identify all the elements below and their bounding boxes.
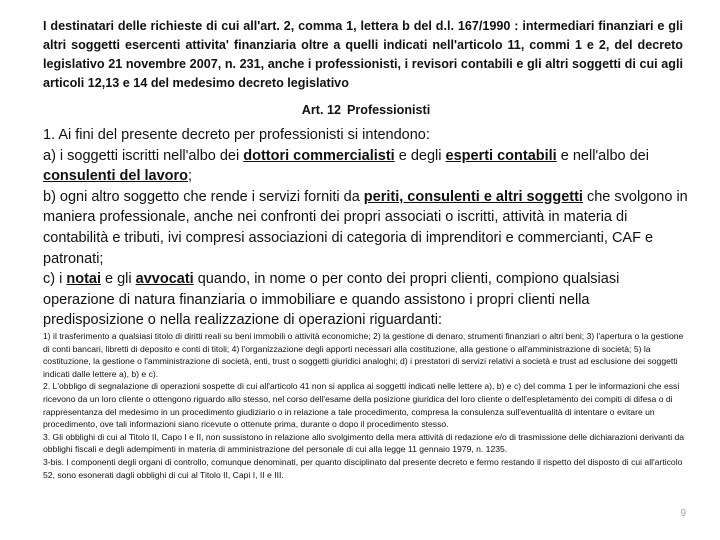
link-esperti-contabili[interactable]: esperti contabili xyxy=(445,147,557,164)
article-body xyxy=(43,125,689,331)
article-number: Art. 12 xyxy=(301,103,341,117)
link-periti-consulenti[interactable]: periti, consulenti e altri soggetti xyxy=(363,188,583,205)
text-a2: e degli xyxy=(394,147,446,164)
link-consulenti-del-lavoro[interactable]: consulenti del lavoro xyxy=(43,168,189,185)
article-heading xyxy=(0,103,720,117)
paragraph-a xyxy=(43,146,689,187)
text-a4: ; xyxy=(188,168,193,185)
footnote-3bis: 3-bis. I componenti degli organi di controllo, comunque denominati, per quanto disciplinato dal presente decreto e fermo restando il rispetto del disposto di cui all'articolo 52, sono esonerati dagli obblighi di cui al Titolo II, Capi I, II e III. xyxy=(43,456,683,480)
text-b1: b) ogni altro soggetto che rende i servizi forniti da xyxy=(43,188,364,205)
text-c2: e gli xyxy=(101,271,136,288)
text-b2: che svolgono in maniera professionale, anche nei confronti dei propri associati o iscritti, attività in materia di contabilità e tributi, ivi compresi associazioni di categoria di imprenditori e commercianti, CAF e patronati; xyxy=(43,188,688,267)
footnote-2: 2. L'obbligo di segnalazione di operazioni sospette di cui all'articolo 41 non si applica ai soggetti indicati nelle lettere a), b) e c) del comma 1 per le informazioni che essi ricevono da un loro cliente o ottengono riguardo allo stesso, nel corso dell'esame della posizione giuridica del loro cliente o dell'espletamento dei compiti di difesa o di rappresentanza del medesimo in un procedimento giudiziario o in relazione a tale procedimento, compresa la consulenza sull'eventualità di intentare o evitare un procedimento, ove tali informazioni siano ricevute o ottenute prima, durante o dopo il procedimento stesso. xyxy=(43,381,680,430)
footnotes xyxy=(43,330,691,481)
paragraph-1: 1. Ai fini del presente decreto per professionisti si intendono: xyxy=(43,127,430,143)
article-title: Professionisti xyxy=(346,103,431,117)
paragraph-b xyxy=(43,187,689,269)
paragraph-c xyxy=(43,269,689,331)
text-c1: c) i xyxy=(43,271,67,288)
intro-paragraph: I destinatari delle richieste di cui all'art. 2, comma 1, lettera b del d.l. 167/1990 : intermediari finanziari e gli altri soggetti esercenti attivita' finanziaria oltre a quelli indicati nell'articolo 11, commi 1 e 2, del decreto legislativo 21 novembre 2007, n. 231, anche i professionisti, i revisori contabili e gli altri soggetti di cui agli articoli 12,13 e 14 del medesimo decreto legislativo xyxy=(43,19,683,90)
link-dottori-commercialisti[interactable]: dottori commercialisti xyxy=(243,147,395,164)
footnote-1: 1) il trasferimento a qualsiasi titolo di diritti reali su beni immobili o attività economiche; 2) la gestione di denaro, strumenti finanziari o altri beni; 3) l'apertura o la gestione di conti bancari, libretti di deposito e conti di titoli; 4) l'organizzazione degli apporti necessari alla costituzione, alla gestione o all'amministrazione di società; 5) la costituzione, la gestione o l'amministrazione di società, enti, trust o soggetti giuridici analoghi; d) i prestatori di servizi relativi a società e trust ad esclusione dei soggetti indicati dalle lettere a), b) e c). xyxy=(43,331,684,379)
page-number: 9 xyxy=(680,508,686,519)
footnote-3: 3. Gli obblighi di cui al Titolo II, Capo I e II, non sussistono in relazione allo svolgimento della mera attività di redazione e/o di trasmissione delle dichiarazioni derivanti da obblighi fiscali e degli adempimenti in materia di amministrazione del personale di cui alla legge 11 gennaio 1979, n. 1235. xyxy=(43,431,685,455)
text-c3: quando, in nome o per conto dei propri clienti, compiono qualsiasi operazione di natura finanziaria o immobiliare e quando assistono i propri clienti nella predisposizione o nella realizzazione di operazioni riguardanti: xyxy=(43,271,620,329)
text-a1: a) i soggetti iscritti nell'albo dei xyxy=(43,147,244,164)
link-avvocati[interactable]: avvocati xyxy=(135,271,194,288)
link-notai[interactable]: notai xyxy=(66,271,101,288)
text-a3: e nell'albo dei xyxy=(556,147,649,164)
